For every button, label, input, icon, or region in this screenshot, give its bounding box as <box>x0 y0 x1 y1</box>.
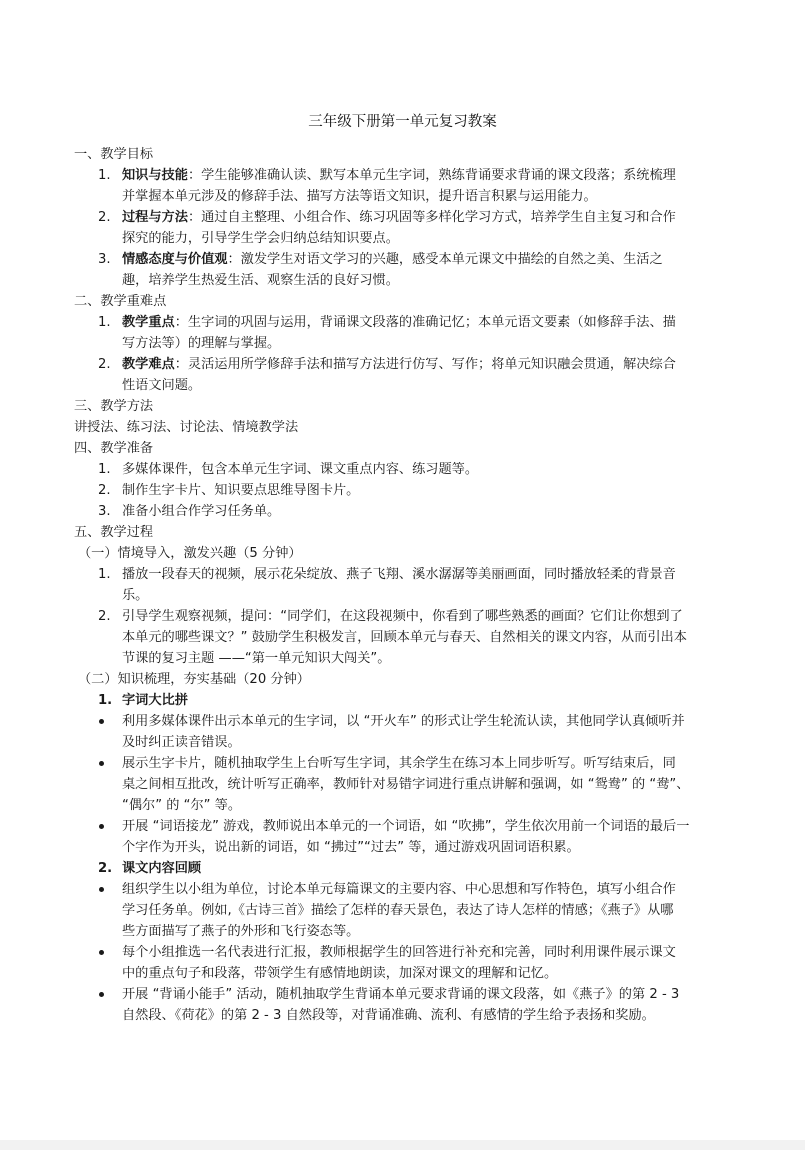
methods-text: 讲授法、练习法、讨论法、情境教学法 <box>74 420 299 435</box>
bullet-dot <box>99 992 104 997</box>
bullet-item: 每个小组推选一名代表进行汇报，教师根据学生的回答进行补充和完善，同时利用课件展示课文 中的重点句子和段落，带领学生有感情地朗读，加深对课文的理解和记忆。 <box>76 942 736 984</box>
subsection-heading-review: （二）知识梳理，夯实基础（20 分钟） <box>78 672 310 687</box>
list-item: 1. 教学重点：生字词的巩固与运用，背诵课文段落的准确记忆；本单元语文要素（如修辞手法、描 写方法等）的理解与掌握。 <box>98 315 676 351</box>
list-item: 2. 教学难点：灵活运用所学修辞手法和描写方法进行仿写、写作；将单元知识融会贯通，解决综合 性语文问题。 <box>98 357 676 393</box>
section-heading-key-points: 二、教学重难点 <box>74 294 167 309</box>
bullet-item: 组织学生以小组为单位，讨论本单元每篇课文的主要内容、中心思想和写作特色，填写小组合作 学习任务单。例如,《古诗三首》描绘了怎样的春天景色，表达了诗人怎样的情感；《燕子》从哪 些方面描写了燕子的外形和飞行姿态等。 <box>76 879 736 942</box>
section-heading-objectives: 一、教学目标 <box>74 147 154 162</box>
bullet-dot <box>99 824 104 829</box>
bullet-dot <box>99 761 104 766</box>
document-body <box>76 144 736 1026</box>
section-heading-process: 五、教学过程 <box>74 525 154 540</box>
list-item: 3. 情感态度与价值观：激发学生对语文学习的兴趣，感受本单元课文中描绘的自然之美、生活之 趣，培养学生热爱生活、观察生活的良好习惯。 <box>98 252 663 288</box>
bullet-dot <box>99 950 104 955</box>
list-item: 2. 过程与方法：通过自主整理、小组合作、练习巩固等多样化学习方式，培养学生自主复习和合作 探究的能力，引导学生学会归纳总结知识要点。 <box>98 210 676 246</box>
list-item: 1. 多媒体课件，包含本单元生字词、课文重点内容、练习题等。 <box>98 462 479 477</box>
section-heading-preparation: 四、教学准备 <box>74 441 154 456</box>
list-item: 2. 引导学生观察视频，提问：“同学们，在这段视频中，你看到了哪些熟悉的画面？它们让你想到了 本单元的哪些课文？” 鼓励学生积极发言，回顾本单元与春天、自然相关的课文内容，从而引出本 节课的复习主题 ——“第一单元知识大闯关”。 <box>98 609 687 666</box>
numbered-heading-text-review: 2. 课文内容回顾 <box>98 861 202 876</box>
bullet-dot <box>99 887 104 892</box>
list-item: 3. 准备小组合作学习任务单。 <box>98 504 281 519</box>
section-heading-methods: 三、教学方法 <box>74 399 154 414</box>
bullet-item: 开展 “背诵小能手” 活动，随机抽取学生背诵本单元要求背诵的课文段落，如《燕子》的第 2 - 3 自然段、《荷花》的第 2 - 3 自然段等，对背诵准确、流利、有感情的学生给予表扬和奖励。 <box>76 984 736 1026</box>
bullet-item: 利用多媒体课件出示本单元的生字词，以 “开火车” 的形式让学生轮流认读，其他同学认真倾听并 及时纠正读音错误。 <box>76 711 736 753</box>
numbered-heading-vocabulary: 1. 字词大比拼 <box>98 693 188 708</box>
list-item: 1. 知识与技能：学生能够准确认读、默写本单元生字词，熟练背诵要求背诵的课文段落；系统梳理 并掌握本单元涉及的修辞手法、描写方法等语文知识，提升语言积累与运用能力。 <box>98 168 676 204</box>
bullet-item: 开展 “词语接龙” 游戏，教师说出本单元的一个词语，如 “吹拂”，学生依次用前一个词语的最后一 个字作为开头，说出新的词语，如 “拂过”“过去” 等，通过游戏巩固词语积累。 <box>76 816 736 858</box>
list-item: 2. 制作生字卡片、知识要点思维导图卡片。 <box>98 483 360 498</box>
page-bottom-strip <box>0 1140 805 1150</box>
list-item: 1. 播放一段春天的视频，展示花朵绽放、燕子飞翔、溪水潺潺等美丽画面，同时播放轻柔的背景音 乐。 <box>98 567 676 603</box>
bullet-item: 展示生字卡片，随机抽取学生上台听写生字词，其余学生在练习本上同步听写。听写结束后，同 桌之间相互批改，统计听写正确率，教师针对易错字词进行重点讲解和强调，如 “鸳鸯” 的 “鸯”、 “偶尔” 的 “尔” 等。 <box>76 753 736 816</box>
document-title: 三年级下册第一单元复习教案 <box>308 114 497 130</box>
subsection-heading-intro: （一）情境导入，激发兴趣（5 分钟） <box>78 546 302 561</box>
bullet-dot <box>99 719 104 724</box>
